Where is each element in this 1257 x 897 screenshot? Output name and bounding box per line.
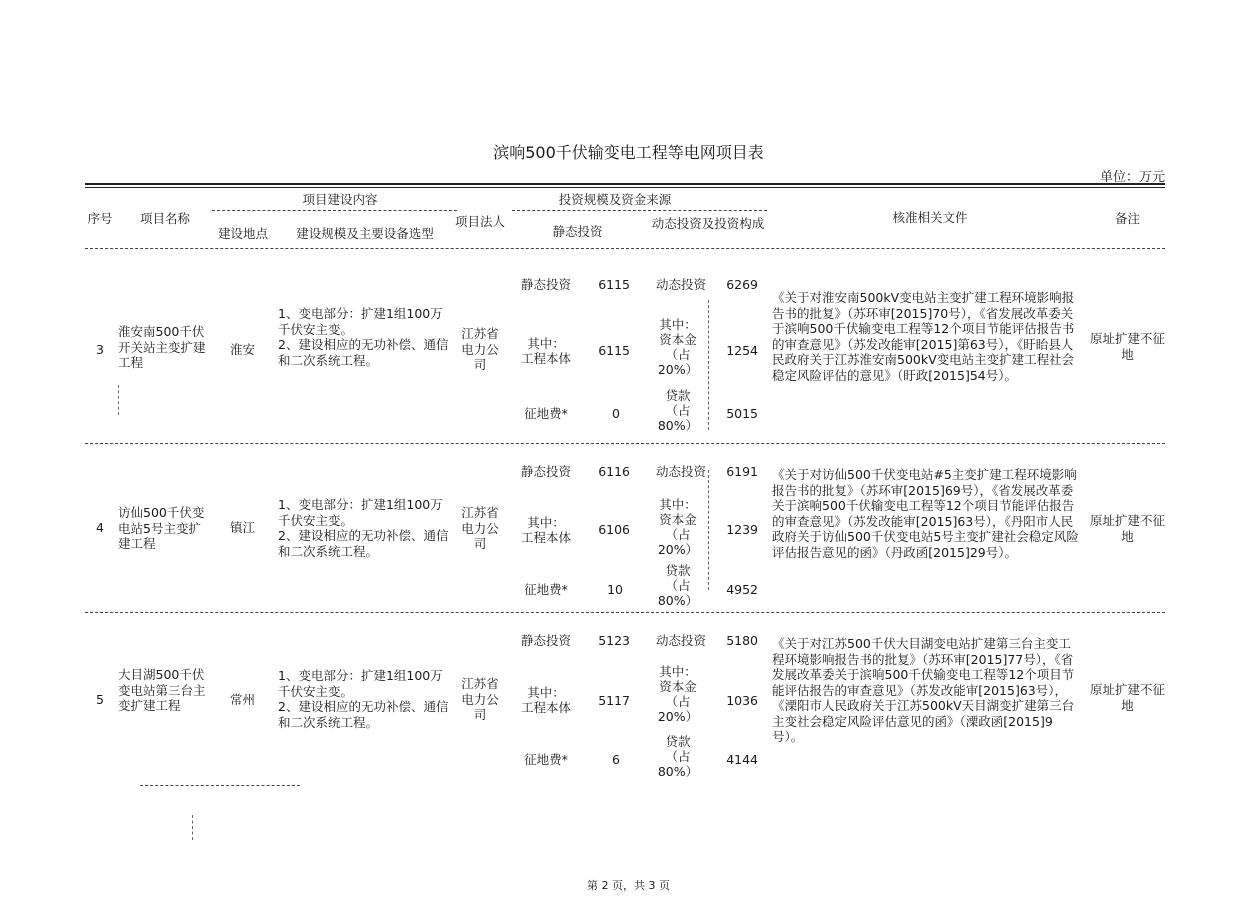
row-divider (85, 443, 1165, 444)
row-legal-person: 江苏省电力公司 (461, 676, 499, 722)
body-cost-value: 6106 (598, 522, 630, 537)
row-remarks: 原址扩建不征地 (1090, 331, 1166, 362)
header-divider-2 (512, 210, 767, 211)
row-scale: 1、变电部分：扩建1组100万千伏安主变。 2、建设相应的无功补偿、通信和二次系统工程。 (278, 497, 449, 559)
body-cost-label: 其中： 工程本体 (520, 336, 571, 366)
loan-value: 4144 (726, 752, 758, 767)
land-fee-label: 征地费* (524, 406, 568, 421)
row-seq: 5 (96, 692, 104, 707)
unit-label: 单位：万元 (1099, 170, 1165, 185)
static-investment-value: 6115 (598, 277, 630, 292)
row-location: 常州 (229, 692, 255, 707)
body-cost-label: 其中： 工程本体 (520, 515, 571, 545)
header-dynamic-investment: 动态投资及投资构成 (651, 216, 765, 231)
static-investment-label: 静态投资 (520, 277, 571, 292)
row-approval-docs: 《关于对淮安南500kV变电站主变扩建工程环境影响报告书的批复》（苏环审[2015]70号），《省发展改革委关于滨响500千伏输变电工程等12个项目节能评估报告书的审查意见》（苏发改能审[2015]第63号），《盱眙县人民政府关于江苏淮安南500kV变电站主变扩建工程社会稳定风险评估的意见》（盱政[2015]54号）。 (772, 290, 1075, 383)
static-investment-value: 5123 (598, 633, 630, 648)
capital-label: 其中： 资本金 （占 20%） (657, 317, 699, 377)
loan-label: 贷款 （占 80%） (657, 734, 699, 779)
dynamic-investment-label: 动态投资 (655, 464, 706, 479)
row-location: 镇江 (229, 520, 255, 535)
dynamic-investment-value: 6269 (726, 277, 758, 292)
row-scale: 1、变电部分：扩建1组100万千伏安主变。 2、建设相应的无功补偿、通信和二次系统工程。 (278, 306, 449, 368)
row-remarks: 原址扩建不征地 (1090, 682, 1166, 713)
header-static-investment: 静态投资 (552, 224, 603, 239)
row-divider (85, 612, 1165, 613)
document-title: 滨响500千伏输变电工程等电网项目表 (493, 143, 764, 162)
land-fee-value: 0 (612, 406, 620, 421)
capital-label: 其中： 资本金 （占 20%） (657, 497, 699, 557)
row-scale: 1、变电部分：扩建1组100万千伏安主变。 2、建设相应的无功补偿、通信和二次系统工程。 (278, 668, 449, 730)
column-guide (192, 815, 193, 840)
header-bottom-rule (85, 248, 1165, 249)
header-scale: 建设规模及主要设备选型 (296, 226, 434, 241)
static-investment-label: 静态投资 (520, 633, 571, 648)
body-cost-label: 其中： 工程本体 (520, 685, 571, 715)
body-cost-value: 6115 (598, 343, 630, 358)
column-guide (708, 470, 709, 590)
row-location: 淮安 (229, 342, 255, 357)
land-fee-label: 征地费* (524, 582, 568, 597)
loan-value: 5015 (726, 406, 758, 421)
top-rule-inner (85, 187, 1165, 188)
header-seq: 序号 (87, 211, 113, 226)
row-seq: 3 (96, 342, 104, 357)
header-divider (212, 210, 457, 211)
capital-value: 1254 (726, 343, 758, 358)
header-location: 建设地点 (217, 226, 268, 241)
header-project-name: 项目名称 (139, 211, 190, 226)
header-remarks: 备注 (1114, 211, 1140, 226)
row-project-name: 大目湖500千伏变电站第三台主变扩建工程 (118, 667, 206, 713)
header-investment: 投资规模及资金来源 (558, 192, 672, 207)
row-legal-person: 江苏省电力公司 (461, 505, 499, 551)
dynamic-investment-label: 动态投资 (655, 277, 706, 292)
row-approval-docs: 《关于对访仙500千伏变电站#5主变扩建工程环境影响报告书的批复》（苏环审[2015]69号），《省发展改革委关于滨响500千伏输变电工程等12个项目节能评估报告的审查意见》（苏发改能审[2015]63号），《丹阳市人民政府关于访仙500千伏变电站5号主变扩建社会稳定风险评估报告意见的函》（丹政函[2015]29号）。 (772, 467, 1079, 560)
row-legal-person: 江苏省电力公司 (461, 326, 499, 372)
top-rule (85, 183, 1165, 185)
capital-label: 其中： 资本金 （占 20%） (657, 664, 699, 724)
static-investment-value: 6116 (598, 464, 630, 479)
capital-value: 1036 (726, 693, 758, 708)
static-investment-label: 静态投资 (520, 464, 571, 479)
column-guide (118, 385, 119, 415)
row-project-name: 访仙500千伏变电站5号主变扩建工程 (118, 505, 205, 551)
loan-label: 贷款 （占 80%） (657, 388, 699, 433)
dynamic-investment-value: 6191 (726, 464, 758, 479)
dynamic-investment-value: 5180 (726, 633, 758, 648)
land-fee-value: 10 (607, 582, 623, 597)
row-project-name: 淮安南500千伏开关站主变扩建工程 (118, 324, 206, 370)
loan-label: 贷款 （占 80%） (657, 563, 699, 608)
body-cost-value: 5117 (598, 693, 630, 708)
dynamic-investment-label: 动态投资 (655, 633, 706, 648)
header-legal-person: 项目法人 (455, 214, 506, 229)
row-approval-docs: 《关于对江苏500千伏大目湖变电站扩建第三台主变工程环境影响报告书的批复》（苏环审[2015]77号），《省发展改革委关于滨响500千伏输变电工程等12个项目节能评估报告的审查意见》（苏发改能审[2015]63号），《溧阳市人民政府关于江苏500kV天目湖变扩建第三台主变社会稳定风险评估意见的函》（溧政函[2015]9号）。 (772, 636, 1075, 744)
column-guide (708, 300, 709, 430)
land-fee-value: 6 (612, 752, 620, 767)
capital-value: 1239 (726, 522, 758, 537)
loan-value: 4952 (726, 582, 758, 597)
row-remarks: 原址扩建不征地 (1090, 513, 1166, 544)
bottom-rule (140, 785, 300, 786)
page-footer: 第 2 页，共 3 页 (587, 879, 670, 892)
land-fee-label: 征地费* (524, 752, 568, 767)
row-seq: 4 (96, 520, 104, 535)
header-construction-content: 项目建设内容 (302, 192, 378, 207)
header-approval-docs: 核准相关文件 (892, 210, 968, 225)
